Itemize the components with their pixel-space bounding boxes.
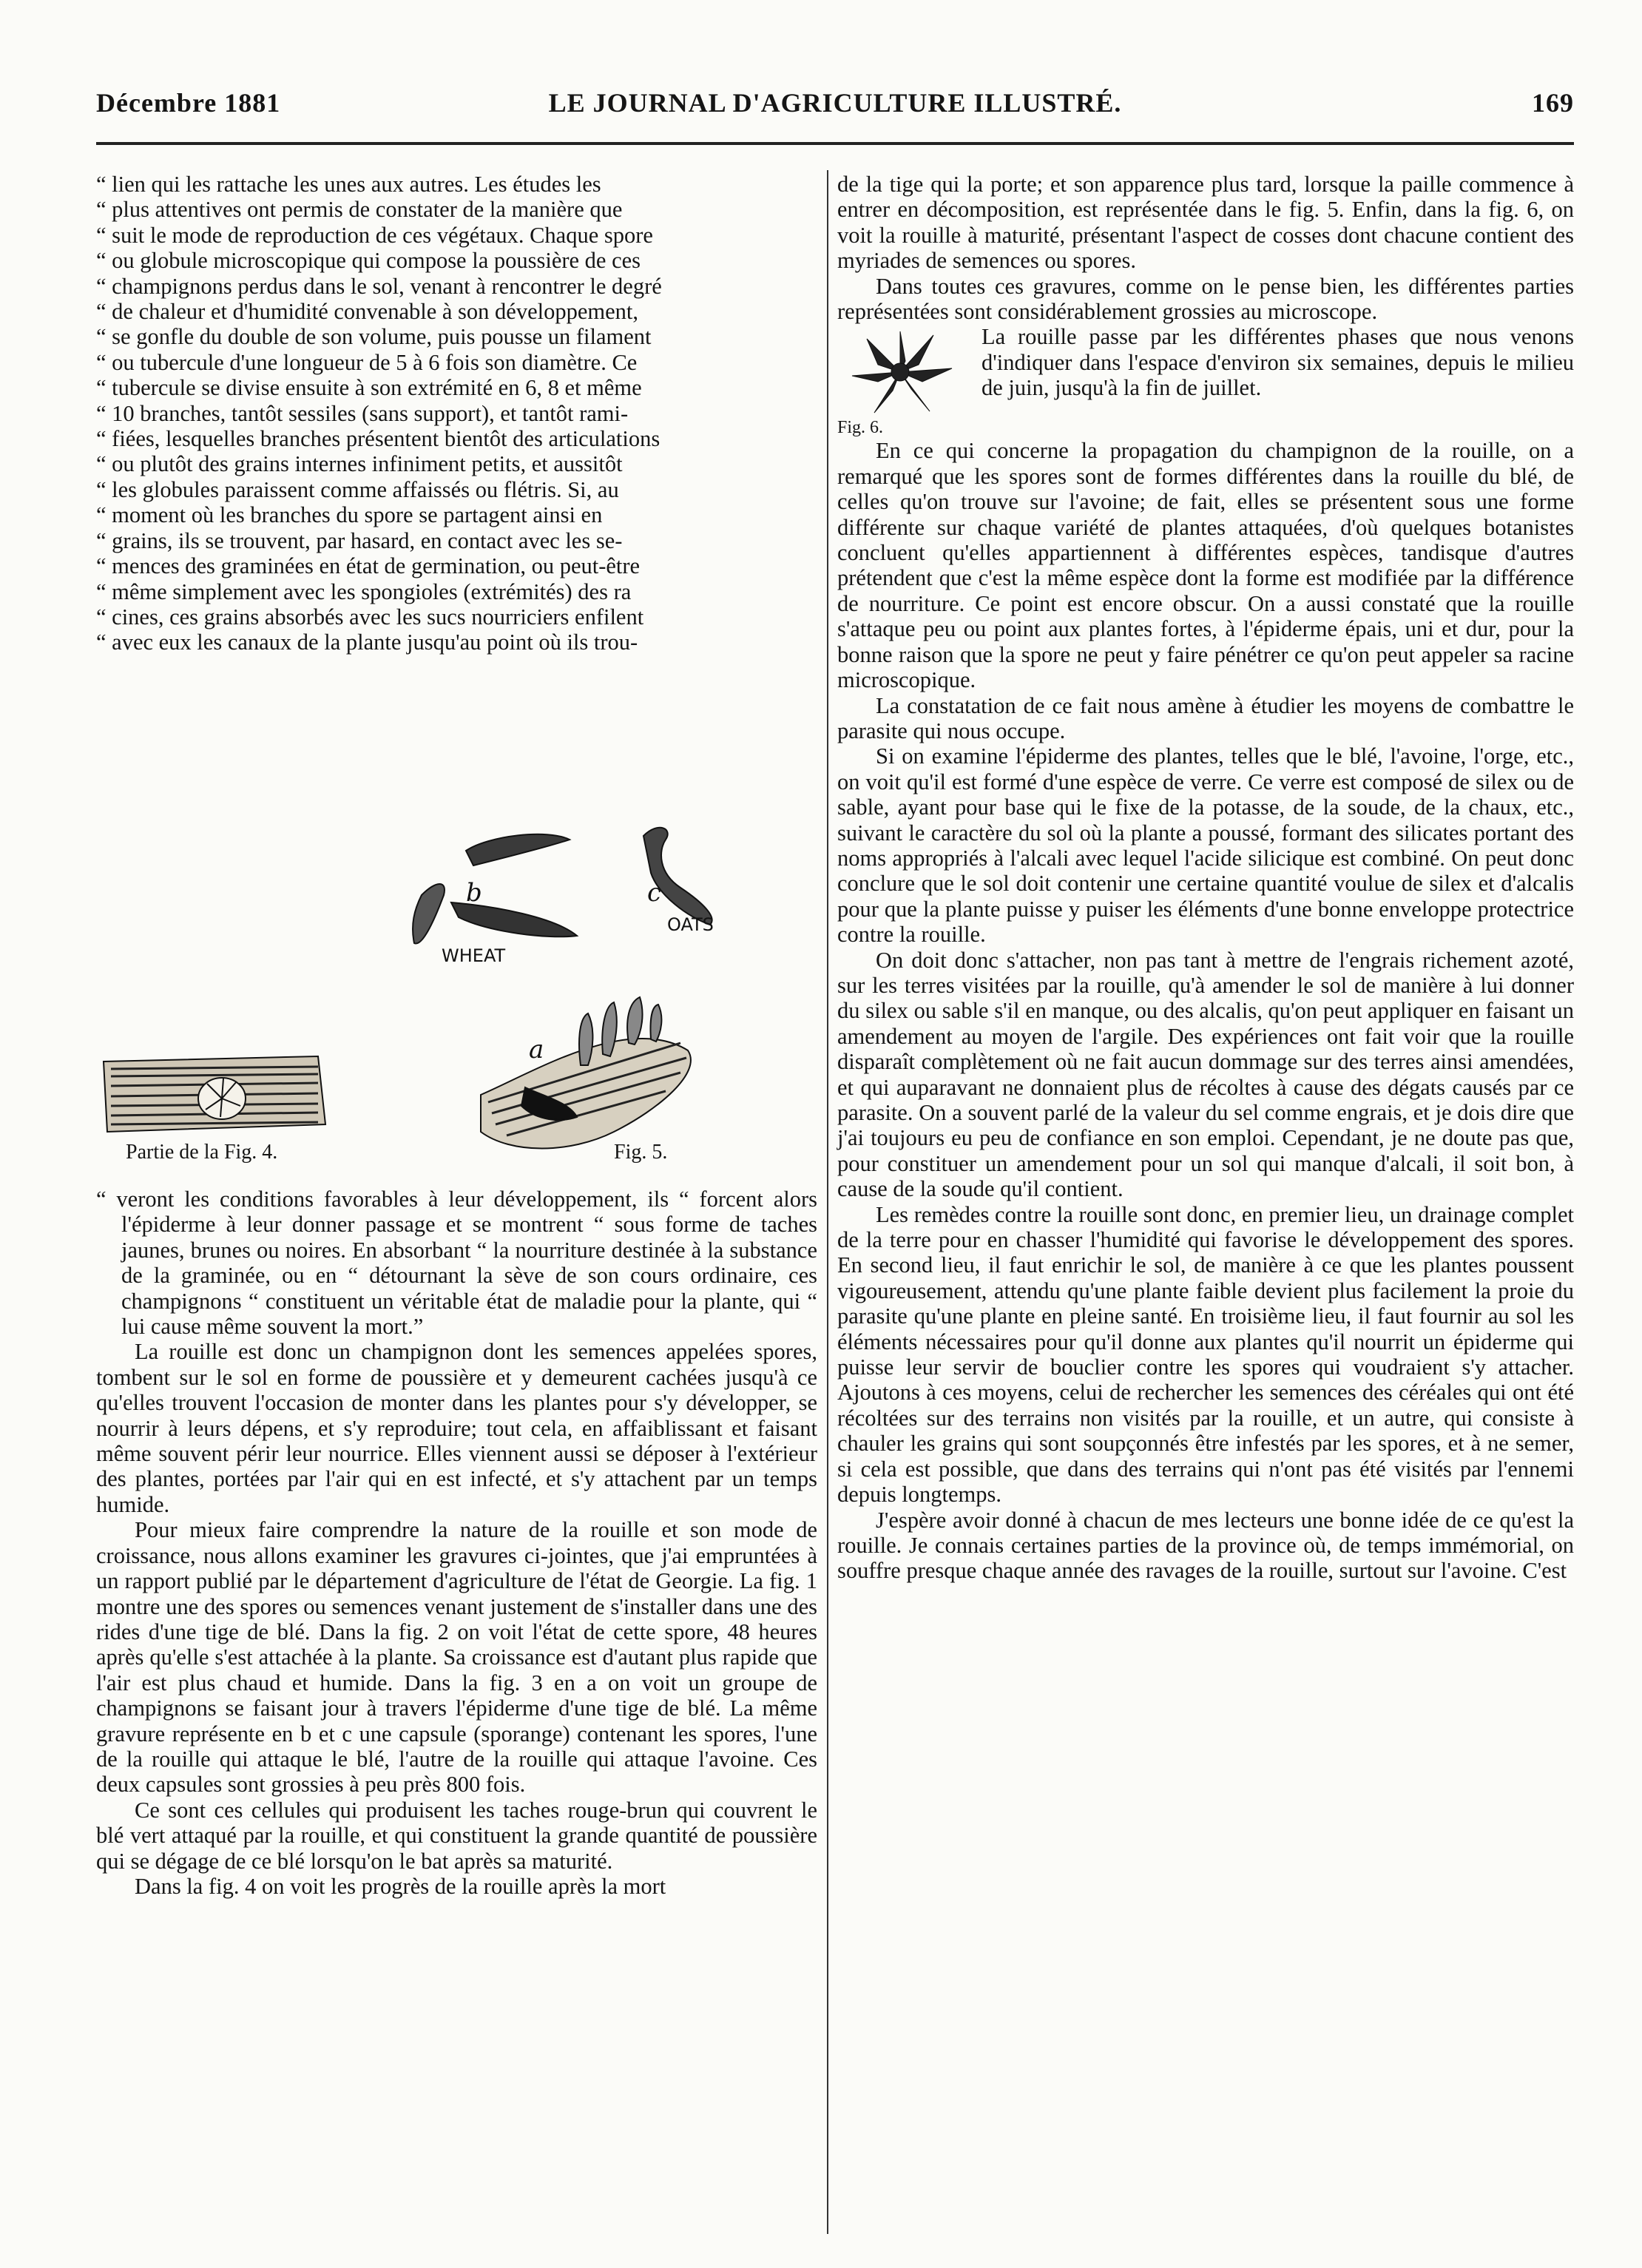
illustration-figure-4-5 — [96, 806, 817, 1176]
left-bottom-paragraph-3: Pour mieux faire comprendre la nature de la rouille et son mode de croissance, nous allons examiner les gravures ci-jointes, que j'ai empruntées à un rapport publié par le département d'agriculture de l'état de Georgie. La fig. 1 montre une des spores ou semences venant justement de s'installer dans une des rides d'une tige de blé. Dans la fig. 2 on voit l'état de cette spore, 48 heures après qu'elle s'est attachée à la plante. Sa croissance est d'autant plus rapide que l'air est plus chaud et humide. Dans la fig. 3 en a on voit un groupe de champignons se faisant jour à travers l'épiderme d'une tige de blé. La même gravure représente en b et c une capsule (sporange) contenant les spores, l'une de la rouille qui attaque le blé, l'autre de la rouille qui attaque l'avoine. Ces deux capsules sont grossies à peu près 800 fois. — [96, 1517, 817, 1798]
left-top-line-13: “ les globules paraissent comme affaissés ou flétris. Si, au — [96, 476, 619, 502]
column-divider — [827, 170, 828, 2234]
left-top-line-1: “ lien qui les rattache les unes aux autres. Les études les — [96, 172, 601, 197]
left-top-line-2: “ plus attentives ont permis de constater de la manière que — [96, 197, 623, 223]
left-bottom-paragraph-2: La rouille est donc un champignon dont les semences appelées spores, tombent sur le sol en forme de poussière et y demeurent cachées jusqu'à ce qu'elles trouvent l'occasion de monter dans les plantes pour s'y développer, se nourrir à leurs dépens, et s'y reproduire; tout cela, en affaiblissant et faisant même souvent périr leur nourrice. Elles viennent aussi se déposer à l'extérieur des plantes, portées par l'air qui en est infecté, et s'y attachent par un temps humide. — [96, 1339, 817, 1517]
fig5-label-wheat: WHEAT — [442, 945, 506, 966]
left-top-line-3: “ suit le mode de reproduction de ces végétaux. Chaque spore — [96, 222, 653, 248]
fig4-caption: Partie de la Fig. 4. — [126, 1141, 278, 1164]
left-bottom-paragraph-4: Ce sont ces cellules qui produisent les taches rouge-brun qui couvrent le blé vert attaqué par la rouille, et qui constituent la grande quantité de poussière qui se dégage de ce blé lorsqu'on le bat après sa maturité. — [96, 1797, 817, 1874]
left-column-bottom — [96, 1187, 817, 1899]
left-top-line-10: “ 10 branches, tantôt sessiles (sans support), et tantôt rami- — [96, 400, 629, 426]
fig5-label-c: c — [647, 878, 662, 908]
left-column-top — [96, 172, 817, 655]
left-top-line-6: “ de chaleur et d'humidité convenable à son développement, — [96, 299, 638, 325]
right-bottom-paragraph-1: En ce qui concerne la propagation du champignon de la rouille, on a remarqué que les spores sont de formes différentes dans la rouille du blé, de celles qu'on trouve sur l'avoine; de fait, elles se présentent sous une forme différente sur chaque variété de plantes attaquées, d'où quelques botanistes concluent qu'elles appartiennent à différentes espèces, tandisque d'autres prétendent que c'est la même espèce dont la forme est modifiée par la différence de nourriture. Ce point est encore obscur. On a aussi constaté que la rouille s'attaque peu ou point aux plantes fortes, à l'épiderme épais, uni et dur, pour la bonne raison que la spore ne peut y faire pénétrer ce qu'on peut appeler sa racine microscopique. — [837, 438, 1574, 693]
fig5-label-b: b — [466, 878, 482, 908]
page-header — [96, 87, 1574, 132]
fig6-spore-cluster — [837, 324, 967, 420]
fig5-caption: Fig. 5. — [614, 1141, 668, 1164]
right-top-paragraph-1: de la tige qui la porte; et son apparence plus tard, lorsque la paille commence à entrer en décomposition, est représentée dans le fig. 5. Enfin, dans la fig. 6, on voit la rouille à maturité, présentant l'aspect de cosses dont chacune contient des myriades de semences ou spores. — [837, 172, 1574, 274]
left-top-line-5: “ champignons perdus dans le sol, venant à rencontrer le degré — [96, 273, 662, 299]
header-rule — [96, 142, 1574, 145]
left-top-line-12: “ ou plutôt des grains internes infiniment petits, et aussitôt — [96, 451, 623, 477]
left-top-line-19: “ avec eux les canaux de la plante jusqu'au point où ils trou- — [96, 630, 638, 655]
fig5-wheat-stem — [481, 997, 691, 1149]
journal-title: LE JOURNAL D'AGRICULTURE ILLUSTRÉ. — [548, 88, 1122, 118]
left-top-line-11: “ fiées, lesquelles branches présentent bientôt des articulations — [96, 426, 660, 452]
right-bottom-paragraph-5: Les remèdes contre la rouille sont donc, en premier lieu, un drainage complet de la terre pour en chasser l'humidité qui favorise le développement des spores. En second lieu, il faut enrichir le sol, de manière à ce que les plantes poussent vigoureusement, attendu qu'une plante faible devient plus facilement la proie du parasite qu'une plante en pleine santé. En troisième lieu, il faut fournir au sol les éléments nécessaires pour qu'il donne aux plantes qu'il nourrit un épiderme qui puisse leur servir de bouclier contre les spores qui voudraient s'y attacher. Ajoutons à ces moyens, celui de rechercher les semences des céréales qui ont été récoltées sur des terrains non visités par la rouille, et un autre, qui consiste à chauler les grains qui sont soupçonnés être infestés par les spores, et à ne semer, si cela est possible, que dans des terrains qui n'ont pas été visités par l'ennemi depuis longtemps. — [837, 1201, 1574, 1508]
left-top-line-7: “ se gonfle du double de son volume, puis pousse un filament — [96, 324, 652, 350]
right-column — [837, 172, 1574, 1584]
left-top-line-8: “ ou tubercule d'une longueur de 5 à 6 fois son diamètre. Ce — [96, 349, 638, 375]
left-top-line-18: “ cines, ces grains absorbés avec les sucs nourriciers enfilent — [96, 604, 644, 630]
fig6-paragraph: La rouille passe par les différentes phases que nous venons d'indiquer dans l'espace d'environ six semaines, depuis le milieu de juin, jusqu'à la fin de juillet. — [982, 324, 1574, 401]
fig6-block — [837, 324, 1574, 438]
left-bottom-paragraph-1: “ veront les conditions favorables à leur développement, ils “ forcent alors l'épiderme à leur donner passage et se montrent “ sous forme de taches jaunes, brunes ou noires. En absorbant “ la nourriture destinée à la substance de la graminée, ou en “ détournant la sève de son cours ordinaire, ces champignons “ constituent un véritable état de maladie pour la plante, qui “ lui cause même souvent la mort.” — [96, 1187, 817, 1340]
fig4-stalk-fragment — [104, 1056, 325, 1132]
left-bottom-paragraph-5: Dans la fig. 4 on voit les progrès de la rouille après la mort — [135, 1873, 666, 1899]
right-column-top — [837, 172, 1574, 324]
left-top-line-16: “ mences des graminées en état de germination, ou peut-être — [96, 553, 641, 579]
fig5-label-a: a — [529, 1035, 544, 1064]
figures-4-5 — [96, 806, 817, 1176]
right-bottom-paragraph-3: Si on examine l'épiderme des plantes, telles que le blé, l'avoine, l'orge, etc., on voit qu'il est formé d'une espèce de verre. Ce verre est composé de silex ou de sable, ayant pour base qui le fixe de la potasse, de la soude, de la chaux, etc., suivant le caractère du sol où la plante a poussé, formant des silicates portant des noms appropriés à l'alcali avec lequel l'acide silicique est combiné. On peut donc conclure que le sol doit contenir une certaine quantité voulue de silex et d'alcalis pour que la plante puisse y puiser les éléments d'une bonne enveloppe protectrice contre la rouille. — [837, 743, 1574, 948]
left-top-line-9: “ tubercule se divise ensuite à son extrémité en 6, 8 et même — [96, 375, 642, 401]
right-bottom-paragraph-6: J'espère avoir donné à chacun de mes lecteurs une bonne idée de ce qu'est la rouille. Je connais certaines parties de la province où, de temps immémorial, on souffre presque chaque année des ravages de la rouille, surtout sur l'avoine. C'est — [837, 1507, 1574, 1584]
left-top-line-15: “ grains, ils se trouvent, par hasard, en contact avec les se- — [96, 527, 623, 553]
fig6-illustration — [837, 324, 967, 438]
left-top-line-14: “ moment où les branches du spore se partagent ainsi en — [96, 502, 603, 528]
page-number: 169 — [1532, 88, 1574, 118]
left-top-line-4: “ ou globule microscopique qui compose la poussière de ces — [96, 248, 641, 274]
header-date: Décembre 1881 — [96, 88, 281, 118]
right-bottom-paragraph-4: On doit donc s'attacher, non pas tant à mettre de l'engrais richement azoté, sur les terres visitées par la rouille, qu'à amender le sol de manière à lui donner du silex ou sable s'il en manque, ou des alcalis, qu'on peut appliquer en faisant un amendement au moyen de l'argile. Des expériences ont fait voir que la rouille disparaît complètement où ne fait aucun dommage sur des terres ainsi amendées, et qui auparavant ne donnaient plus de récoltes à cause des dégats causés par ce parasite. On a souvent parlé de la valeur du sel comme engrais, et je dois dire que j'ai toujours eu peu de confiance en son emploi. Cependant, je ne doute pas que, pour constituer un amendement pour un sol qui manque d'alcali, il soit bon, à cause de la soude qu'il contient. — [837, 947, 1574, 1202]
fig5-label-oats: OATS — [667, 914, 714, 935]
left-top-line-17: “ même simplement avec les spongioles (extrémités) des ra — [96, 578, 632, 604]
fig6-caption: Fig. 6. — [837, 418, 884, 438]
right-bottom-paragraph-2: La constatation de ce fait nous amène à étudier les moyens de combattre le parasite qui nous occupe. — [837, 692, 1574, 743]
right-top-paragraph-2: Dans toutes ces gravures, comme on le pense bien, les différentes parties représentées sont considérablement grossies au microscope. — [837, 273, 1574, 325]
fig5-spore-capsules — [413, 828, 714, 966]
right-column-bottom — [837, 438, 1574, 1583]
